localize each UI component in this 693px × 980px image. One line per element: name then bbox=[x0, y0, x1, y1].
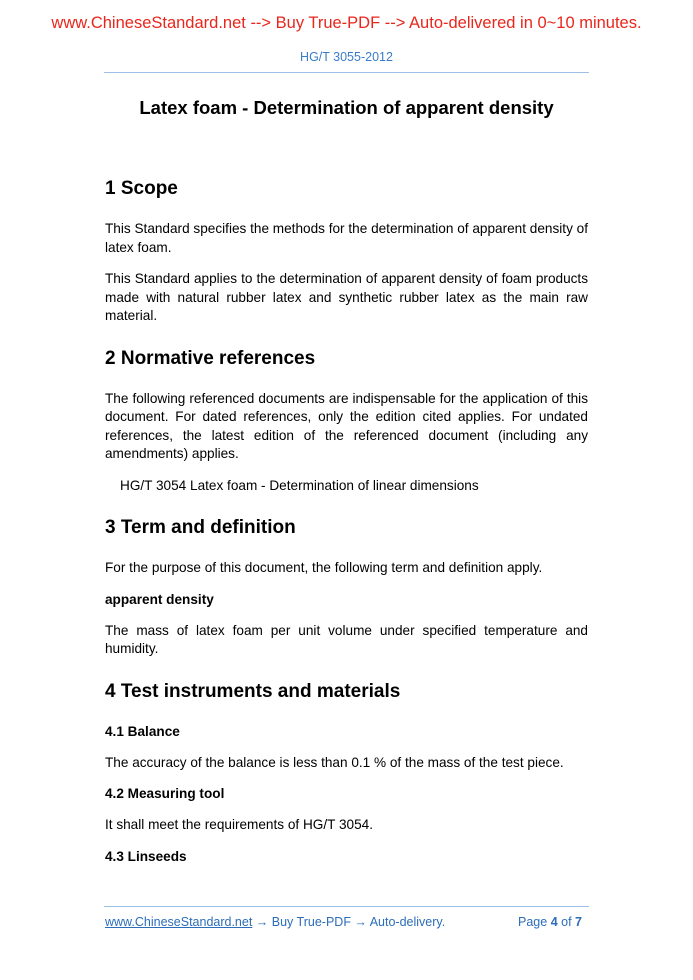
terms-paragraph-1: For the purpose of this document, the following term and definition apply. bbox=[105, 560, 543, 575]
section-3-heading: 3 Term and definition bbox=[105, 517, 296, 538]
page-label: Page bbox=[518, 915, 548, 929]
term-name: apparent density bbox=[105, 591, 214, 607]
subsection-4-3-heading: 4.3 Linseeds bbox=[105, 848, 187, 864]
footer-delivery-text: Auto-delivery. bbox=[369, 915, 446, 929]
balance-paragraph: The accuracy of the balance is less than 0.1 % of the mass of the test piece. bbox=[105, 754, 564, 770]
scope-paragraph-1: This Standard specifies the methods for the determination of apparent density of latex foam. bbox=[105, 221, 588, 255]
subsection-4-1-heading: 4.1 Balance bbox=[105, 723, 180, 739]
standard-code: HG/T 3055-2012 bbox=[300, 50, 393, 64]
top-banner[interactable]: www.ChineseStandard.net --> Buy True-PDF --> Auto-delivered in 0~10 minutes. bbox=[51, 14, 642, 32]
footer-divider bbox=[104, 906, 589, 907]
footer-arrow-1: → bbox=[252, 915, 272, 929]
of-label: of bbox=[561, 915, 572, 929]
measuring-tool-paragraph: It shall meet the requirements of HG/T 3054. bbox=[105, 817, 373, 832]
footer-buy-text: Buy True-PDF bbox=[271, 915, 351, 929]
header-divider bbox=[104, 72, 589, 73]
section-4-heading: 4 Test instruments and materials bbox=[105, 680, 401, 702]
normative-paragraph-1: The following referenced documents are indispensable for the application of this document. For dated references, only the edition cited applies. For undated references, the latest edition of the referenced document (including any amendments) applies. bbox=[105, 390, 588, 461]
page-footer bbox=[105, 915, 588, 929]
section-1-heading: 1 Scope bbox=[105, 178, 178, 199]
total-pages: 7 bbox=[575, 915, 582, 929]
page-number: 4 bbox=[550, 915, 558, 929]
normative-reference-1: HG/T 3054 Latex foam - Determination of linear dimensions bbox=[120, 477, 479, 493]
term-definition: The mass of latex foam per unit volume under specified temperature and humidity. bbox=[105, 622, 588, 656]
page-indicator bbox=[518, 915, 582, 929]
footer-site-link[interactable]: www.ChineseStandard.net bbox=[105, 915, 253, 929]
subsection-4-2-heading: 4.2 Measuring tool bbox=[105, 786, 225, 801]
document-body bbox=[105, 178, 588, 879]
section-2-heading: 2 Normative references bbox=[105, 347, 316, 369]
document-title: Latex foam - Determination of apparent density bbox=[139, 97, 554, 118]
footer-arrow-2: → bbox=[350, 915, 370, 929]
scope-paragraph-2: This Standard applies to the determination of apparent density of foam products made with natural rubber latex and synthetic rubber latex as the main raw material. bbox=[105, 271, 588, 323]
